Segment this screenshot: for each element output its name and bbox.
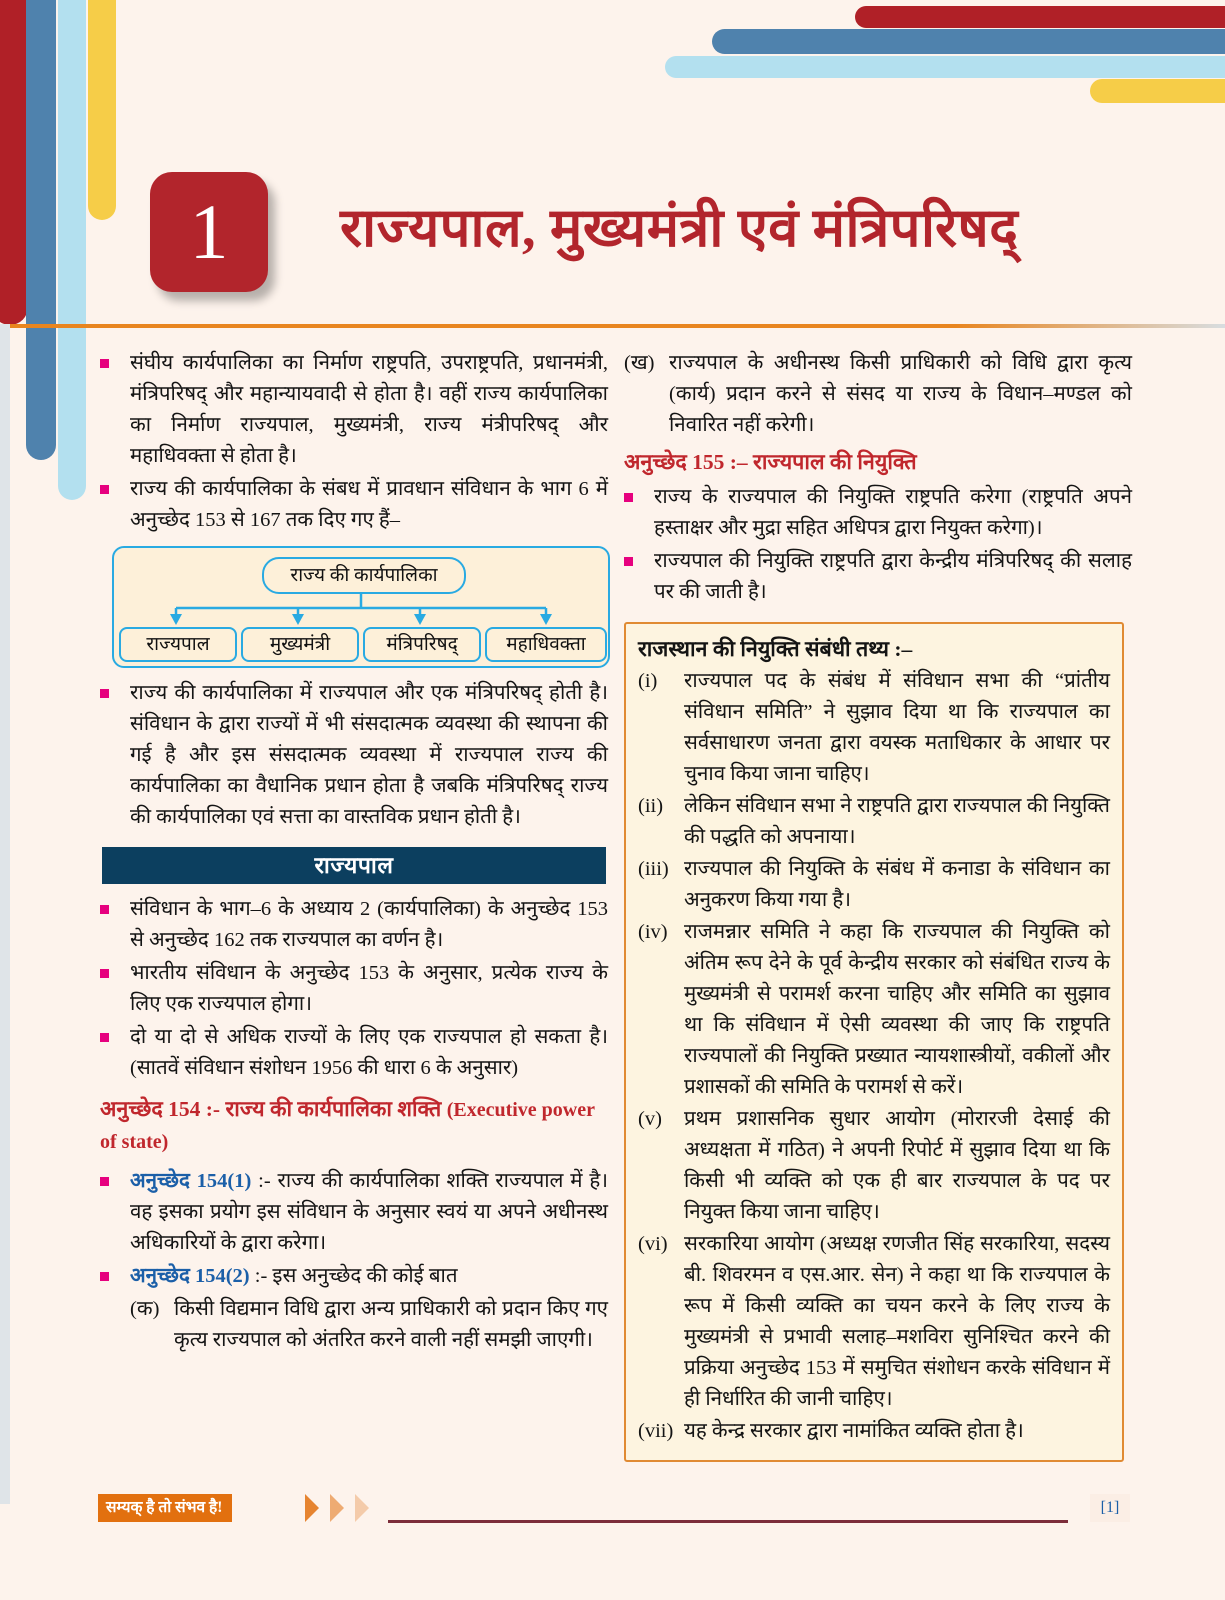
list-item bbox=[100, 1166, 608, 1259]
chevron-right-icon bbox=[330, 1494, 352, 1522]
page-footer bbox=[0, 1494, 1225, 1534]
list-item-text: भारतीय संविधान के अनुच्छेद 153 के अनुसार, प्रत्येक राज्य के लिए एक राज्यपाल होगा। bbox=[130, 962, 608, 1015]
article-154-1-label: अनुच्छेद 154(1) bbox=[130, 1170, 252, 1192]
sub-clause-ka-text: किसी विद्यमान विधि द्वारा अन्य प्राधिकारी को प्रदान किए गए कृत्य राज्यपाल को अंतरित करने वाली नहीं समझी जाएगी। bbox=[174, 1298, 608, 1351]
list-item bbox=[100, 678, 608, 833]
chevron-right-icon bbox=[355, 1494, 377, 1522]
rajasthan-appointment-facts-box bbox=[624, 622, 1124, 1462]
article-154-heading-hindi: अनुच्छेद 154 :- राज्य की कार्यपालिका शक्ति bbox=[100, 1097, 447, 1121]
bullet-square-icon bbox=[100, 1033, 109, 1042]
facts-list-item bbox=[638, 1229, 1110, 1415]
decor-bar-red-horizontal bbox=[855, 6, 1225, 28]
footer-divider bbox=[388, 1520, 1068, 1523]
chevron-right-icon bbox=[305, 1494, 327, 1522]
sub-clause-kha-marker: (ख) bbox=[624, 352, 655, 374]
facts-list-item bbox=[638, 854, 1110, 916]
sub-clause-kha-text: राज्यपाल के अधीनस्थ किसी प्राधिकारी को विधि द्वारा कृत्य (कार्य) प्रदान करने से संसद या राज्य के विधान–मण्डल को निवारित नहीं करेगी। bbox=[669, 352, 1132, 436]
bullet-square-icon bbox=[100, 969, 109, 978]
bullet-square-icon bbox=[624, 557, 633, 566]
facts-list-item bbox=[638, 1104, 1110, 1228]
facts-list-item bbox=[638, 791, 1110, 853]
article-154-2-text: :- इस अनुच्छेद की कोई बात bbox=[249, 1265, 458, 1287]
list-item-text: संविधान के भाग–6 के अध्याय 2 (कार्यपालिका) के अनुच्छेद 153 से अनुच्छेद 162 तक राज्यपाल का वर्णन है। bbox=[130, 898, 608, 951]
left-column bbox=[100, 348, 608, 1356]
list-item-text: राज्य के राज्यपाल की नियुक्ति राष्ट्रपति करेगा (राष्ट्रपति अपने हस्ताक्षर और मुद्रा सहित अधिपत्र द्वारा नियुक्त करेगा)। bbox=[654, 486, 1132, 539]
sub-clause-kha bbox=[624, 348, 1132, 441]
facts-list-item bbox=[638, 666, 1110, 790]
list-item-text bbox=[130, 1166, 608, 1259]
facts-item-marker: (ii) bbox=[638, 795, 664, 817]
article-154-2-label: अनुच्छेद 154(2) bbox=[130, 1265, 250, 1287]
list-item-text bbox=[130, 1261, 608, 1292]
bullet-square-icon bbox=[100, 1177, 109, 1186]
facts-item-marker: (vi) bbox=[638, 1233, 668, 1255]
facts-item-text: राजमन्नार समिति ने कहा कि राज्यपाल की नियुक्ति को अंतिम रूप देने के पूर्व केन्द्रीय सरकार को संबंधित राज्य के मुख्यमंत्री से परामर्श करना चाहिए और समिति का सुझाव था कि संविधान में ऐसी व्यवस्था की जाए कि राष्ट्रपति राज्यपालों की नियुक्ति प्रख्यात न्यायशास्त्रीयों, वकीलों और प्रशासकों की समिति के परामर्श से करें। bbox=[684, 921, 1110, 1098]
list-item bbox=[100, 958, 608, 1020]
flowchart-node-council-of-ministers: मंत्रिपरिषद् bbox=[363, 627, 481, 662]
bullet-square-icon bbox=[100, 905, 109, 914]
list-item bbox=[624, 482, 1132, 544]
facts-item-text: राज्यपाल की नियुक्ति के संबंध में कनाडा के संविधान का अनुकरण किया गया है। bbox=[684, 858, 1110, 911]
list-item-text: राज्य की कार्यपालिका में राज्यपाल और एक मंत्रिपरिषद् होती है। संविधान के द्वारा राज्यों में भी संसदात्मक व्यवस्था की स्थापना की गई है और इस संसदात्मक व्यवस्था में राज्यपाल राज्य की कार्यपालिका का वैधानिक प्रधान होता है जबकि मंत्रिपरिषद् राज्य की कार्यपालिका एवं सत्ता का वास्तविक प्रधान होती है। bbox=[130, 682, 608, 828]
facts-list-item bbox=[638, 1416, 1110, 1447]
page-number: [1] bbox=[1090, 1494, 1130, 1522]
list-item-text: राज्यपाल की नियुक्ति राष्ट्रपति द्वारा केन्द्रीय मंत्रिपरिषद् की सलाह पर की जाती है। bbox=[654, 550, 1132, 603]
flowchart-root-node: राज्य की कार्यपालिका bbox=[262, 557, 466, 594]
article-154-heading-english: (Executive power of state) bbox=[100, 1099, 595, 1153]
sub-clause-ka-marker: (क) bbox=[130, 1298, 160, 1320]
facts-item-text: यह केन्द्र सरकार द्वारा नामांकित व्यक्ति होता है। bbox=[684, 1420, 1024, 1442]
decor-bar-yellow-horizontal bbox=[1090, 79, 1225, 103]
facts-item-text: सरकारिया आयोग (अध्यक्ष रणजीत सिंह सरकारिया, सदस्य बी. शिवरमन व एस.आर. सेन) ने कहा था कि राज्यपाल के रूप में किसी व्यक्ति का चयन करने के लिए राज्य के मुख्यमंत्री से प्रभावी सलाह–मशविरा सुनिश्चित करने की प्रक्रिया अनुच्छेद 153 में समुचित संशोधन करके संविधान में ही निर्धारित की जानी चाहिए। bbox=[684, 1233, 1110, 1410]
flowchart-node-governor: राज्यपाल bbox=[119, 627, 237, 662]
article-155-heading: अनुच्छेद 155 :– राज्यपाल की नियुक्ति bbox=[624, 450, 917, 474]
list-item bbox=[100, 348, 608, 472]
article-154-1-text: :- राज्य की कार्यपालिका शक्ति राज्यपाल में है। वह इसका प्रयोग इस संविधान के अनुसार स्वयं या अपने अधीनस्थ अधिकारियों के द्वारा करेगा। bbox=[130, 1170, 608, 1254]
section-banner-governor: राज्यपाल bbox=[102, 847, 606, 884]
list-item bbox=[100, 894, 608, 956]
right-column bbox=[624, 348, 1132, 1462]
flowchart-node-chief-minister: मुख्यमंत्री bbox=[241, 627, 359, 662]
facts-item-marker: (iv) bbox=[638, 921, 668, 943]
sub-clause-ka bbox=[130, 1294, 608, 1356]
facts-item-marker: (iii) bbox=[638, 858, 669, 880]
decor-bar-blue-horizontal bbox=[712, 29, 1225, 54]
list-item-text: दो या दो से अधिक राज्यों के लिए एक राज्यपाल हो सकता है। (सातवें संविधान संशोधन 1956 की धारा 6 के अनुसार) bbox=[130, 1026, 608, 1079]
list-item-text: राज्य की कार्यपालिका के संबध में प्रावधान संविधान के भाग 6 में अनुच्छेद 153 से 167 तक दिए गए हैं– bbox=[130, 478, 608, 531]
bullet-square-icon bbox=[624, 493, 633, 502]
list-item bbox=[100, 1022, 608, 1084]
chapter-number-badge: 1 bbox=[150, 172, 268, 292]
list-item bbox=[624, 546, 1132, 608]
list-item-text: संघीय कार्यपालिका का निर्माण राष्ट्रपति, उपराष्ट्रपति, प्रधानमंत्री, मंत्रिपरिषद् और महान्यायवादी से होता है। वहीं राज्य कार्यपालिका का निर्माण राज्यपाल, मुख्यमंत्री, राज्य मंत्रीपरिषद् और महाधिवक्ता से होता है। bbox=[130, 352, 608, 467]
decor-bar-cyan-horizontal bbox=[665, 56, 1225, 78]
body-columns bbox=[0, 348, 1225, 1442]
bullet-square-icon bbox=[100, 359, 109, 368]
header-divider bbox=[0, 324, 1225, 328]
state-executive-flowchart bbox=[112, 546, 610, 668]
facts-item-text: प्रथम प्रशासनिक सुधार आयोग (मोरारजी देसाई की अध्यक्षता में गठित) ने अपनी रिपोर्ट में सुझाव दिया था कि किसी भी व्यक्ति को एक ही बार राज्यपाल के पद पर नियुक्त किया जाना चाहिए। bbox=[684, 1108, 1110, 1223]
chapter-header bbox=[0, 172, 1225, 322]
article-154-heading bbox=[100, 1094, 608, 1158]
flowchart-node-advocate-general: महाधिवक्ता bbox=[485, 627, 607, 662]
facts-item-marker: (i) bbox=[638, 670, 658, 692]
bullet-square-icon bbox=[100, 1272, 109, 1281]
facts-list-item bbox=[638, 917, 1110, 1103]
bullet-square-icon bbox=[100, 485, 109, 494]
facts-item-text: राज्यपाल पद के संबंध में संविधान सभा की “प्रांतीय संविधान समिति” ने सुझाव दिया था कि राज्यपाल का सर्वसाधारण जनता द्वारा वयस्क मताधिकार के आधार पर चुनाव किया जाना चाहिए। bbox=[684, 670, 1110, 785]
list-item bbox=[100, 1261, 608, 1292]
bullet-square-icon bbox=[100, 689, 109, 698]
list-item bbox=[100, 474, 608, 536]
facts-item-marker: (vii) bbox=[638, 1420, 674, 1442]
facts-item-marker: (v) bbox=[638, 1108, 662, 1130]
page-title: राज्यपाल, मुख्यमंत्री एवं मंत्रिपरिषद् bbox=[340, 198, 1019, 258]
facts-box-title: राजस्थान की नियुक्ति संबंधी तथ्य :– bbox=[638, 637, 913, 661]
facts-item-text: लेकिन संविधान सभा ने राष्ट्रपति द्वारा राज्यपाल की नियुक्ति की पद्धति को अपनाया। bbox=[684, 795, 1110, 848]
footer-tagline: सम्यक् है तो संभव है! bbox=[98, 1494, 232, 1522]
